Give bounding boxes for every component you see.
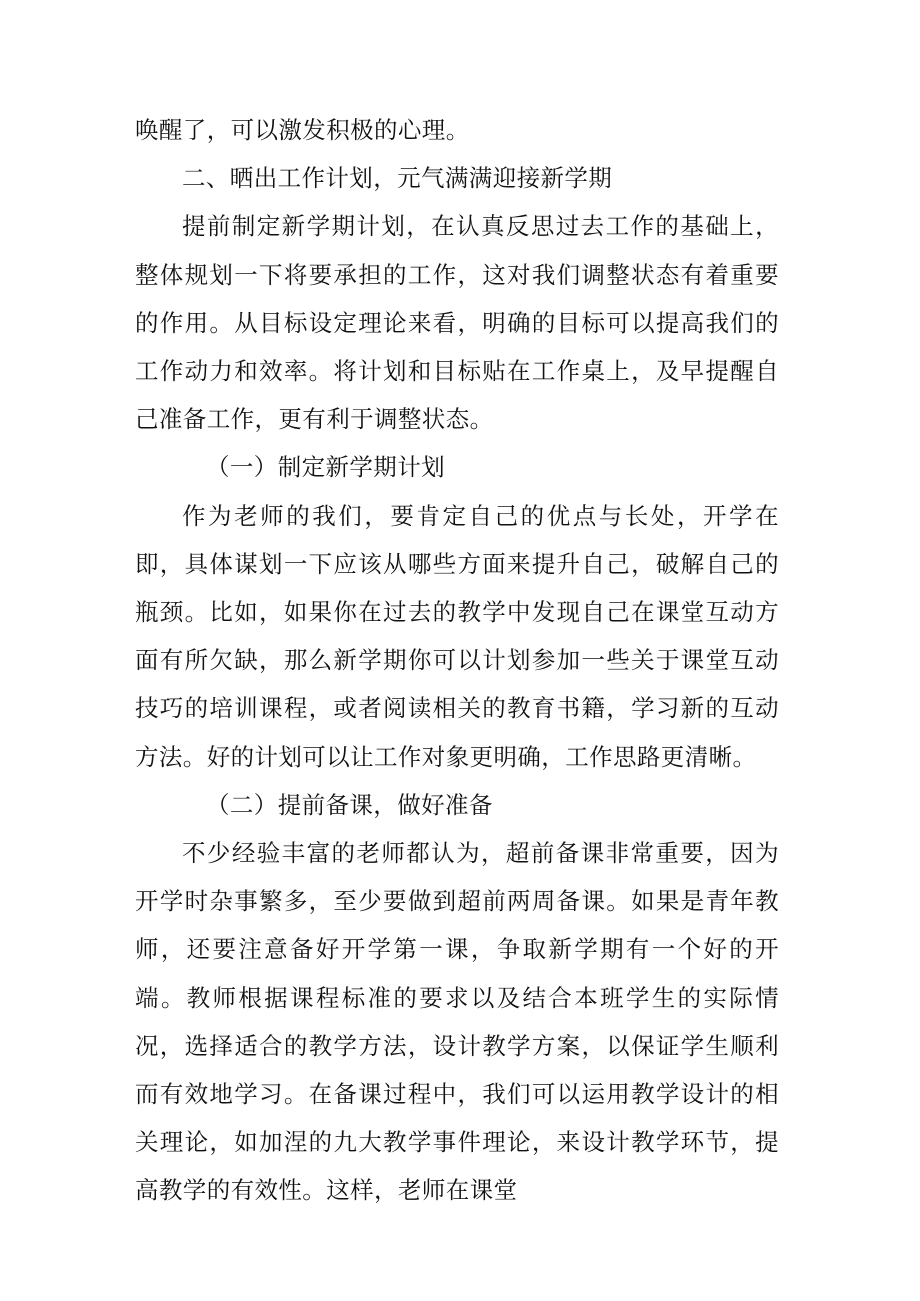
subsection-heading: （二）提前备课，做好准备 xyxy=(206,790,493,819)
paragraph: 不少经验丰富的老师都认为，超前备课非常重要，因为开学时杂事繁多，至少要做到超前两周备课。如果是青年教师，还要注意备好开学第一课，争取新学期有一个好的开端。教师根据课程标准的要求以及结合本班学生的实际情况，选择适合的教学方法，设计教学方案，以保证学生顺利而有效地学习。在备课过程中，我们可以运用教学设计的相关理论，如加涅的九大教学事件理论，来设计教学环节，提高教学的有效性。这样，老师在课堂 xyxy=(135,839,779,1205)
paragraph: 作为老师的我们，要肯定自己的优点与长处，开学在即，具体谋划一下应该从哪些方面来提升自己，破解自己的瓶颈。比如，如果你在过去的教学中发现自己在课堂互动方面有所欠缺，那么新学期你可以计划参加一些关于课堂互动技巧的培训课程，或者阅读相关的教育书籍，学习新的互动方法。好的计划可以让工作对象更明确，工作思路更清晰。 xyxy=(135,501,779,771)
subsection-heading: （一）制定新学期计划 xyxy=(206,453,445,482)
section-heading: 二、晒出工作计划，元气满满迎接新学期 xyxy=(182,164,613,193)
document-body xyxy=(135,106,779,1215)
paragraph-continuation: 唤醒了，可以激发积极的心理。 xyxy=(135,116,470,144)
paragraph: 提前制定新学期计划，在认真反思过去工作的基础上，整体规划一下将要承担的工作，这对我们调整状态有着重要的作用。从目标设定理论来看，明确的目标可以提高我们的工作动力和效率。将计划和目标贴在工作桌上，及早提醒自己准备工作，更有利于调整状态。 xyxy=(135,212,779,434)
